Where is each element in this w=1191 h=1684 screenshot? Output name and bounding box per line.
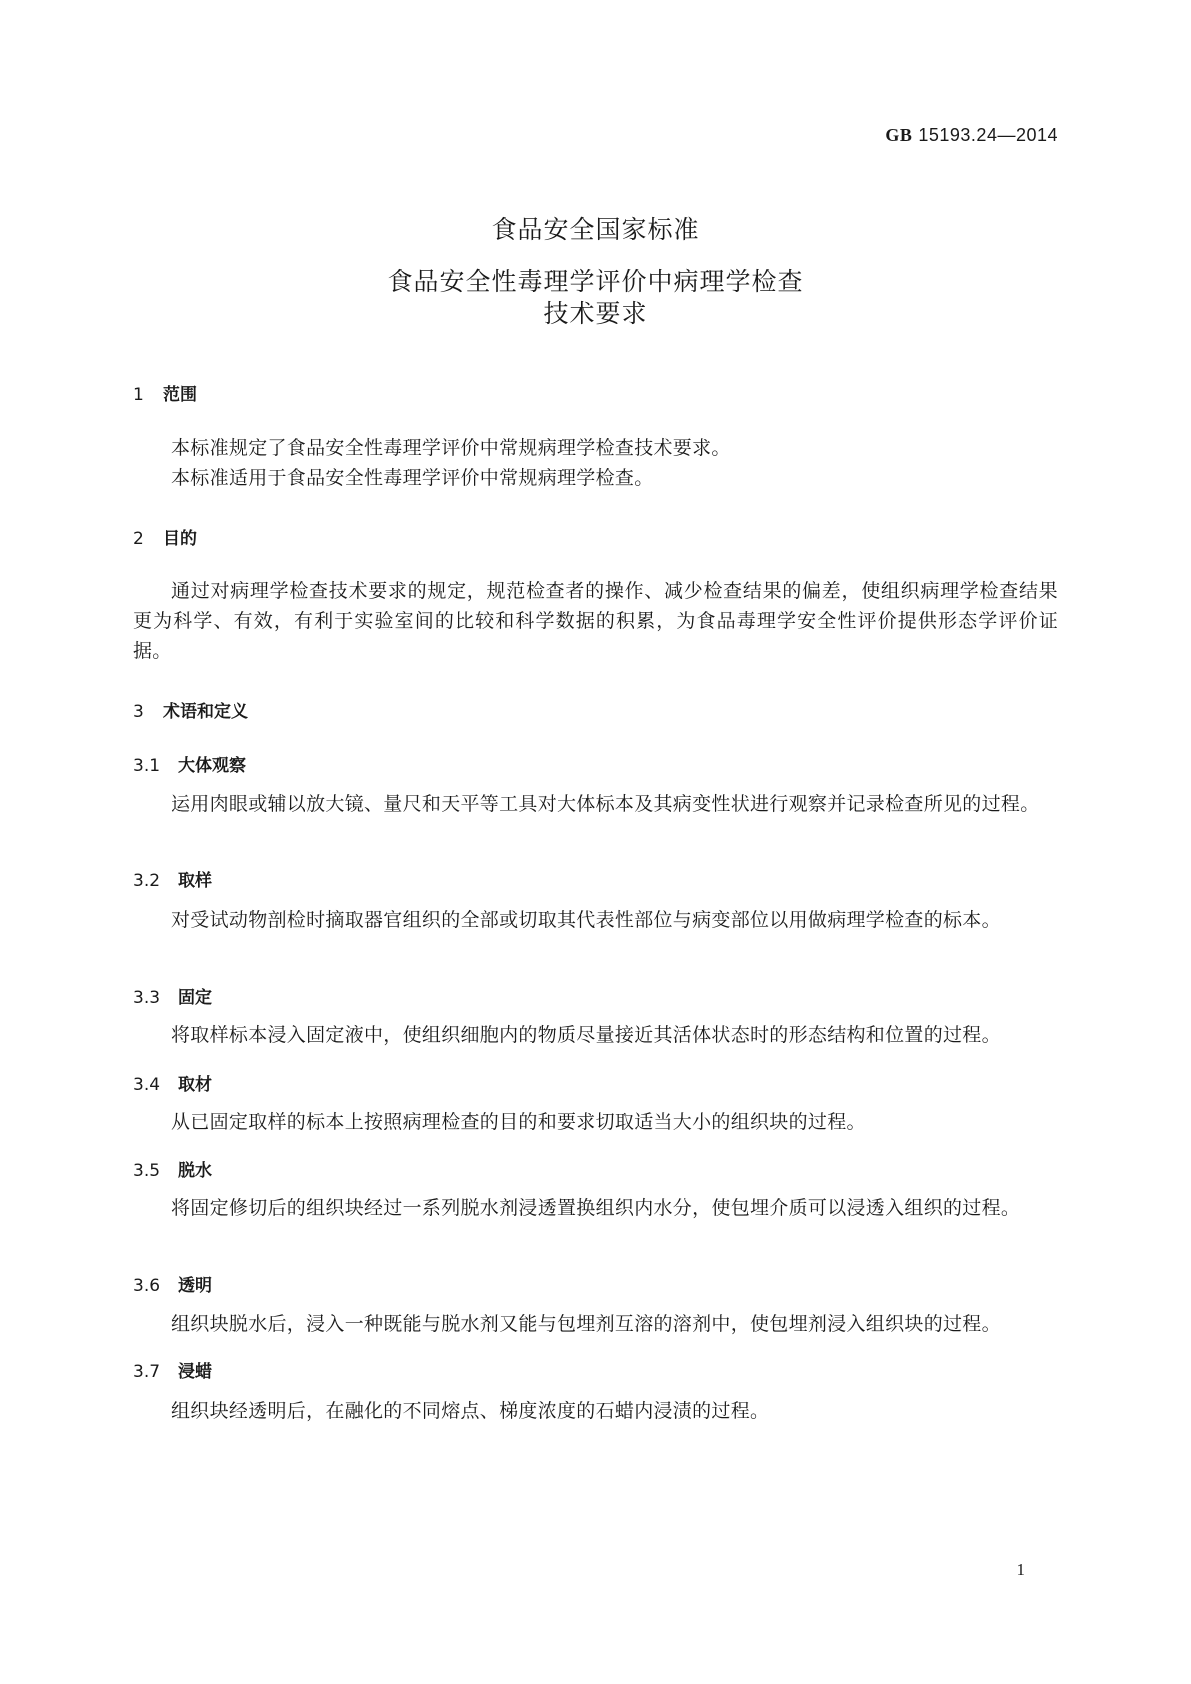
section-title: 透明: [178, 1276, 212, 1296]
subsection-heading-3-4: [133, 1070, 212, 1095]
section-title: 范围: [163, 385, 197, 405]
section-title: 目的: [163, 529, 197, 549]
section-heading-2: [133, 524, 197, 549]
subsection-heading-3-6: [133, 1271, 212, 1296]
section-number: 3.1: [133, 756, 161, 776]
paragraph: 运用肉眼或辅以放大镜、量尺和天平等工具对大体标本及其病变性状进行观察并记录检查所见的过程。: [171, 793, 1040, 815]
subsection-heading-3-7: [133, 1357, 212, 1382]
standard-prefix: GB: [885, 125, 913, 145]
section-heading-1: [133, 380, 197, 405]
section-title: 取材: [178, 1075, 212, 1095]
section-heading-3: [133, 697, 248, 722]
standard-number: [885, 125, 1058, 146]
section-number: 1: [133, 385, 144, 405]
paragraph: 从已固定取样的标本上按照病理检查的目的和要求切取适当大小的组织块的过程。: [171, 1111, 866, 1133]
section-number: 3: [133, 702, 144, 722]
paragraph: 将取样标本浸入固定液中，使组织细胞内的物质尽量接近其活体状态时的形态结构和位置的过程。: [171, 1024, 1001, 1046]
section-number: 3.6: [133, 1276, 161, 1296]
section-number: 2: [133, 529, 144, 549]
paragraph: 通过对病理学检查技术要求的规定，规范检查者的操作、减少检查结果的偏差，使组织病理学检查结果更为科学、有效，有利于实验室间的比较和科学数据的积累，为食品毒理学安全性评价提供形态学评价证据。: [133, 580, 1058, 662]
page-number: 1: [1016, 1560, 1025, 1579]
section-title: 术语和定义: [163, 702, 248, 722]
section-number: 3.4: [133, 1075, 161, 1095]
section-title: 取样: [178, 871, 212, 891]
subsection-heading-3-2: [133, 866, 212, 891]
section-title: 浸蜡: [178, 1362, 212, 1382]
paragraph: 将固定修切后的组织块经过一系列脱水剂浸透置换组织内水分，使包埋介质可以浸透入组织的过程。: [171, 1197, 1021, 1219]
subsection-heading-3-5: [133, 1156, 212, 1181]
standard-code: 15193.24—2014: [918, 125, 1058, 145]
subsection-heading-3-1: [133, 751, 246, 776]
subsection-heading-3-3: [133, 983, 212, 1008]
main-title: 食品安全国家标准: [491, 215, 700, 244]
section-number: 3.3: [133, 988, 161, 1008]
section-title: 脱水: [178, 1161, 212, 1181]
paragraph: 组织块脱水后，浸入一种既能与脱水剂又能与包埋剂互溶的溶剂中，使包埋剂浸入组织块的过程。: [171, 1313, 1001, 1335]
section-number: 3.7: [133, 1362, 161, 1382]
section-number: 3.5: [133, 1161, 161, 1181]
paragraph: 组织块经透明后，在融化的不同熔点、梯度浓度的石蜡内浸渍的过程。: [171, 1400, 770, 1422]
subtitle-line-2: 技术要求: [543, 299, 648, 328]
paragraph: 本标准适用于食品安全性毒理学评价中常规病理学检查。: [171, 467, 654, 489]
subtitle-line-1: 食品安全性毒理学评价中病理学检查: [387, 267, 804, 296]
section-title: 大体观察: [178, 756, 246, 776]
paragraph: 本标准规定了食品安全性毒理学评价中常规病理学检查技术要求。: [171, 437, 731, 459]
paragraph: 对受试动物剖检时摘取器官组织的全部或切取其代表性部位与病变部位以用做病理学检查的标本。: [171, 909, 1001, 931]
section-number: 3.2: [133, 871, 161, 891]
section-title: 固定: [178, 988, 212, 1008]
